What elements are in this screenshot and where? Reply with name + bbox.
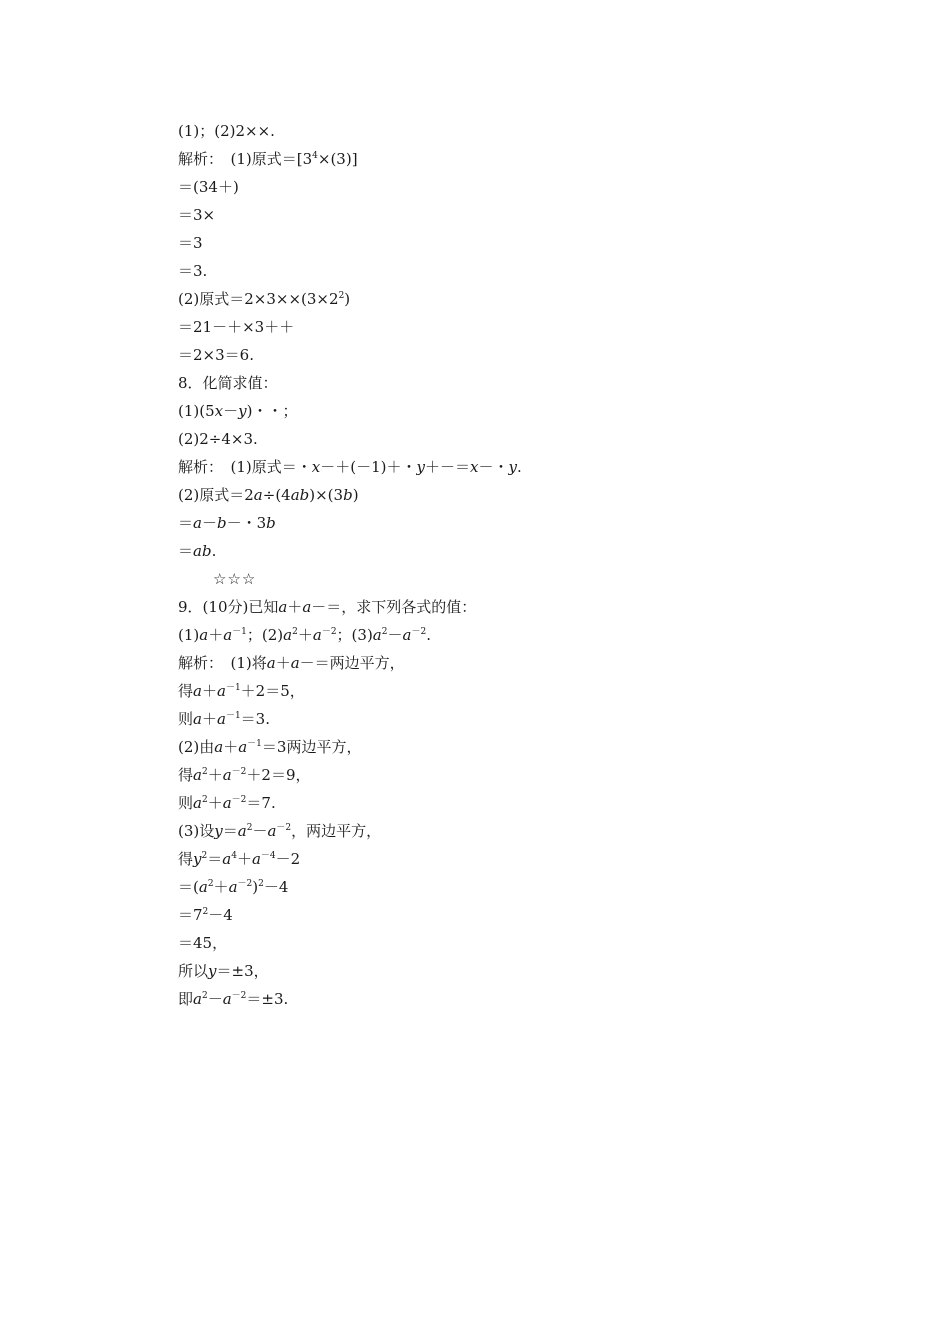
solution-line: 解析： (1)将a＋a－＝两边平方， — [178, 654, 405, 672]
solution-line: $=(a^2+a^{-2})^2-4$ — [178, 878, 289, 896]
solution-line: ＝ab. — [178, 542, 217, 560]
solution-line: ＝3× — [178, 206, 216, 224]
solution-line: 得$a^2+a^{-2}+2=9$， — [178, 766, 311, 784]
question-line: (2)2÷4×3. — [178, 430, 258, 448]
solution-line: 即$a^2-a^{-2}=\pm 3$. — [178, 990, 289, 1008]
solution-line: ＝45， — [178, 934, 228, 952]
solution-line: 则$a+a^{-1}=3$. — [178, 710, 270, 728]
solution-line: (2)原式＝2a÷(4ab)×(3b) — [178, 486, 359, 504]
solution-line: 得$a+a^{-1}+2=5$， — [178, 682, 305, 700]
answer-line: (1)；(2)2××. — [178, 122, 275, 140]
solution-line: $=7^2-4$ — [178, 906, 233, 924]
solution-line: (2)由$a+a^{-1}=3$两边平方， — [178, 738, 362, 756]
solution-line: 则$a^2+a^{-2}=7$. — [178, 794, 276, 812]
solution-line: 解析： (1)原式＝・x－＋(－1)＋・y＋－＝x－・y. — [178, 458, 522, 476]
solution-line: (2)原式$=2\times 3\times\times(3\times 2^2)$ — [178, 290, 351, 308]
question-line: $(1)a+a^{-1}$；$(2)a^2+a^{-2}$；$(3)a^2-a^{-2}$. — [178, 626, 431, 644]
solution-line: ＝(34＋) — [178, 178, 239, 196]
solution-line: (3)设$y=a^2-a^{-2}$，两边平方， — [178, 822, 382, 840]
question-line: (1)(5x－y)・・； — [178, 402, 298, 420]
question-heading: 9．(10分)已知a＋a－＝，求下列各式的值： — [178, 598, 477, 616]
solution-line: 得$y^2=a^4+a^{-4}-2$ — [178, 850, 301, 868]
solution-line: ＝3. — [178, 262, 208, 280]
difficulty-stars: ☆☆☆ — [213, 570, 257, 588]
solution-line: 所以y＝±3， — [178, 962, 269, 980]
solution-line: ＝a－b－・3b — [178, 514, 276, 532]
solution-line: 解析： (1)原式$=[3^4\times(3)]$ — [178, 150, 358, 168]
solution-line: ＝3 — [178, 234, 203, 252]
solution-line: ＝21－＋×3＋＋ — [178, 318, 295, 336]
solution-line: ＝2×3＝6. — [178, 346, 254, 364]
question-heading: 8．化简求值： — [178, 374, 278, 392]
